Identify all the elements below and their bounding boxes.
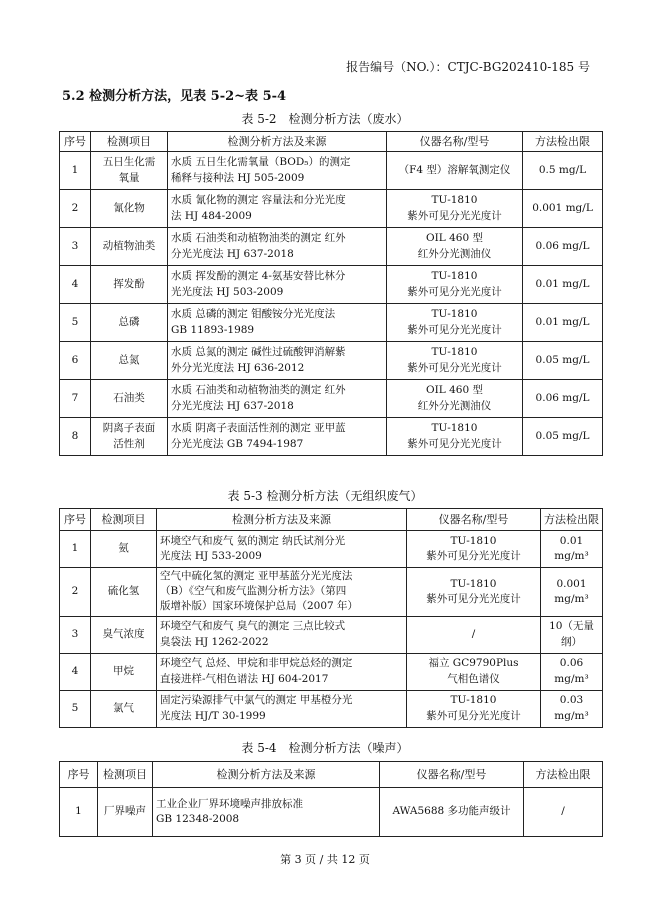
detection-limit: 0.5 mg/L — [523, 152, 603, 190]
analysis-method: 环境空气和废气 氨的测定 纳氏试剂分光 光度法 HJ 533-2009 — [157, 531, 407, 568]
instrument-model: TU-1810 紫外可见分光光度计 — [387, 304, 523, 342]
analysis-method: 水质 石油类和动植物油类的测定 红外 分光光度法 HJ 637-2018 — [168, 228, 387, 266]
row-number: 5 — [60, 304, 91, 342]
test-item: 阴离子表面 活性剂 — [91, 418, 168, 456]
instrument-model: TU-1810 紫外可见分光光度计 — [387, 342, 523, 380]
instrument-model: / — [407, 616, 541, 653]
table-row — [60, 568, 603, 617]
table-row — [60, 788, 603, 837]
detection-limit: 0.05 mg/L — [523, 342, 603, 380]
analysis-method: 水质 五日生化需氧量（BOD₅）的测定 稀释与接种法 HJ 505-2009 — [168, 152, 387, 190]
detection-limit: 0.001 mg/m³ — [541, 568, 603, 617]
table-5-2 — [59, 131, 603, 456]
analysis-method: 水质 总氮的测定 碱性过硫酸钾消解紫 外分光光度法 HJ 636-2012 — [168, 342, 387, 380]
table-row — [60, 653, 603, 690]
instrument-model: TU-1810 紫外可见分光光度计 — [387, 190, 523, 228]
test-item: 总氮 — [91, 342, 168, 380]
row-number: 6 — [60, 342, 91, 380]
test-item: 甲烷 — [91, 653, 157, 690]
row-number: 2 — [60, 568, 91, 617]
test-item: 挥发酚 — [91, 266, 168, 304]
table-row — [60, 616, 603, 653]
detection-limit: 0.01 mg/L — [523, 266, 603, 304]
row-number: 7 — [60, 380, 91, 418]
table-5-3 — [59, 508, 603, 728]
instrument-model: TU-1810 紫外可见分光光度计 — [387, 266, 523, 304]
row-number: 3 — [60, 616, 91, 653]
table-5-3-caption: 表 5-3 检测分析方法（无组织废气） — [227, 489, 423, 503]
row-number: 1 — [60, 788, 98, 837]
header-instrument: 仪器名称/型号 — [380, 762, 524, 788]
header-no: 序号 — [60, 762, 98, 788]
table-row — [60, 228, 603, 266]
header-limit: 方法检出限 — [524, 762, 603, 788]
header-no: 序号 — [60, 509, 91, 531]
analysis-method: 水质 阴离子表面活性剂的测定 亚甲蓝 分光光度法 GB 7494-1987 — [168, 418, 387, 456]
test-item: 氯气 — [91, 690, 157, 727]
detection-limit: 10（无量纲） — [541, 616, 603, 653]
header-no: 序号 — [60, 132, 91, 152]
table-row — [60, 266, 603, 304]
detection-limit: 0.03 mg/m³ — [541, 690, 603, 727]
table-row — [60, 531, 603, 568]
instrument-model: TU-1810 紫外可见分光光度计 — [407, 690, 541, 727]
instrument-model: TU-1810 紫外可见分光光度计 — [407, 531, 541, 568]
header-instrument: 仪器名称/型号 — [387, 132, 523, 152]
row-number: 1 — [60, 531, 91, 568]
analysis-method: 环境空气和废气 臭气的测定 三点比较式 臭袋法 HJ 1262-2022 — [157, 616, 407, 653]
analysis-method: 水质 总磷的测定 钼酸铵分光光度法 GB 11893-1989 — [168, 304, 387, 342]
analysis-method: 环境空气 总烃、甲烷和非甲烷总烃的测定 直接进样-气相色谱法 HJ 604-2017 — [157, 653, 407, 690]
detection-limit: 0.06 mg/L — [523, 228, 603, 266]
analysis-method: 水质 石油类和动植物油类的测定 红外 分光光度法 HJ 637-2018 — [168, 380, 387, 418]
analysis-method: 空气中硫化氢的测定 亚甲基蓝分光光度法 （B）《空气和废气监测分析方法》（第四 版增补版）国家环境保护总局（2007 年） — [157, 568, 407, 617]
test-item: 氨 — [91, 531, 157, 568]
header-item: 检测项目 — [91, 509, 157, 531]
test-item: 五日生化需 氧量 — [91, 152, 168, 190]
analysis-method: 工业企业厂界环境噪声排放标准 GB 12348-2008 — [153, 788, 380, 837]
table-row — [60, 380, 603, 418]
instrument-model: OIL 460 型 红外分光测油仪 — [387, 380, 523, 418]
header-method: 检测分析方法及来源 — [153, 762, 380, 788]
section-title: 5.2 检测分析方法，见表 5-2~表 5-4 — [62, 89, 287, 104]
table-row — [60, 342, 603, 380]
test-item: 动植物油类 — [91, 228, 168, 266]
header-instrument: 仪器名称/型号 — [407, 509, 541, 531]
row-number: 3 — [60, 228, 91, 266]
row-number: 4 — [60, 653, 91, 690]
header-item: 检测项目 — [91, 132, 168, 152]
detection-limit: 0.01 mg/m³ — [541, 531, 603, 568]
report-number: 报告编号（NO.）：CTJC-BG202410-185 号 — [346, 60, 590, 74]
table-row — [60, 418, 603, 456]
detection-limit: 0.06 mg/m³ — [541, 653, 603, 690]
table-row — [60, 190, 603, 228]
table-5-4-caption: 表 5-4 检测分析方法（噪声） — [241, 741, 409, 755]
header-method: 检测分析方法及来源 — [168, 132, 387, 152]
table-5-4 — [59, 761, 603, 837]
test-item: 总磷 — [91, 304, 168, 342]
test-item: 氰化物 — [91, 190, 168, 228]
header-limit: 方法检出限 — [541, 509, 603, 531]
page-footer: 第 3 页 / 共 12 页 — [280, 853, 370, 866]
detection-limit: 0.05 mg/L — [523, 418, 603, 456]
detection-limit: 0.001 mg/L — [523, 190, 603, 228]
test-item: 石油类 — [91, 380, 168, 418]
header-item: 检测项目 — [98, 762, 153, 788]
header-limit: 方法检出限 — [523, 132, 603, 152]
test-item: 厂界噪声 — [98, 788, 153, 837]
instrument-model: TU-1810 紫外可见分光光度计 — [387, 418, 523, 456]
analysis-method: 水质 挥发酚的测定 4-氨基安替比林分 光光度法 HJ 503-2009 — [168, 266, 387, 304]
row-number: 5 — [60, 690, 91, 727]
test-item: 硫化氢 — [91, 568, 157, 617]
table-5-2-caption: 表 5-2 检测分析方法（废水） — [241, 112, 409, 126]
header-method: 检测分析方法及来源 — [157, 509, 407, 531]
analysis-method: 固定污染源排气中氯气的测定 甲基橙分光 光度法 HJ/T 30-1999 — [157, 690, 407, 727]
detection-limit: 0.01 mg/L — [523, 304, 603, 342]
table-row — [60, 152, 603, 190]
row-number: 8 — [60, 418, 91, 456]
detection-limit: / — [524, 788, 603, 837]
detection-limit: 0.06 mg/L — [523, 380, 603, 418]
row-number: 1 — [60, 152, 91, 190]
test-item: 臭气浓度 — [91, 616, 157, 653]
instrument-model: AWA5688 多功能声级计 — [380, 788, 524, 837]
row-number: 4 — [60, 266, 91, 304]
row-number: 2 — [60, 190, 91, 228]
instrument-model: TU-1810 紫外可见分光光度计 — [407, 568, 541, 617]
instrument-model: （F4 型）溶解氧测定仪 — [387, 152, 523, 190]
instrument-model: OIL 460 型 红外分光测油仪 — [387, 228, 523, 266]
instrument-model: 福立 GC9790Plus 气相色谱仪 — [407, 653, 541, 690]
table-row — [60, 690, 603, 727]
analysis-method: 水质 氰化物的测定 容量法和分光光度 法 HJ 484-2009 — [168, 190, 387, 228]
table-row — [60, 304, 603, 342]
